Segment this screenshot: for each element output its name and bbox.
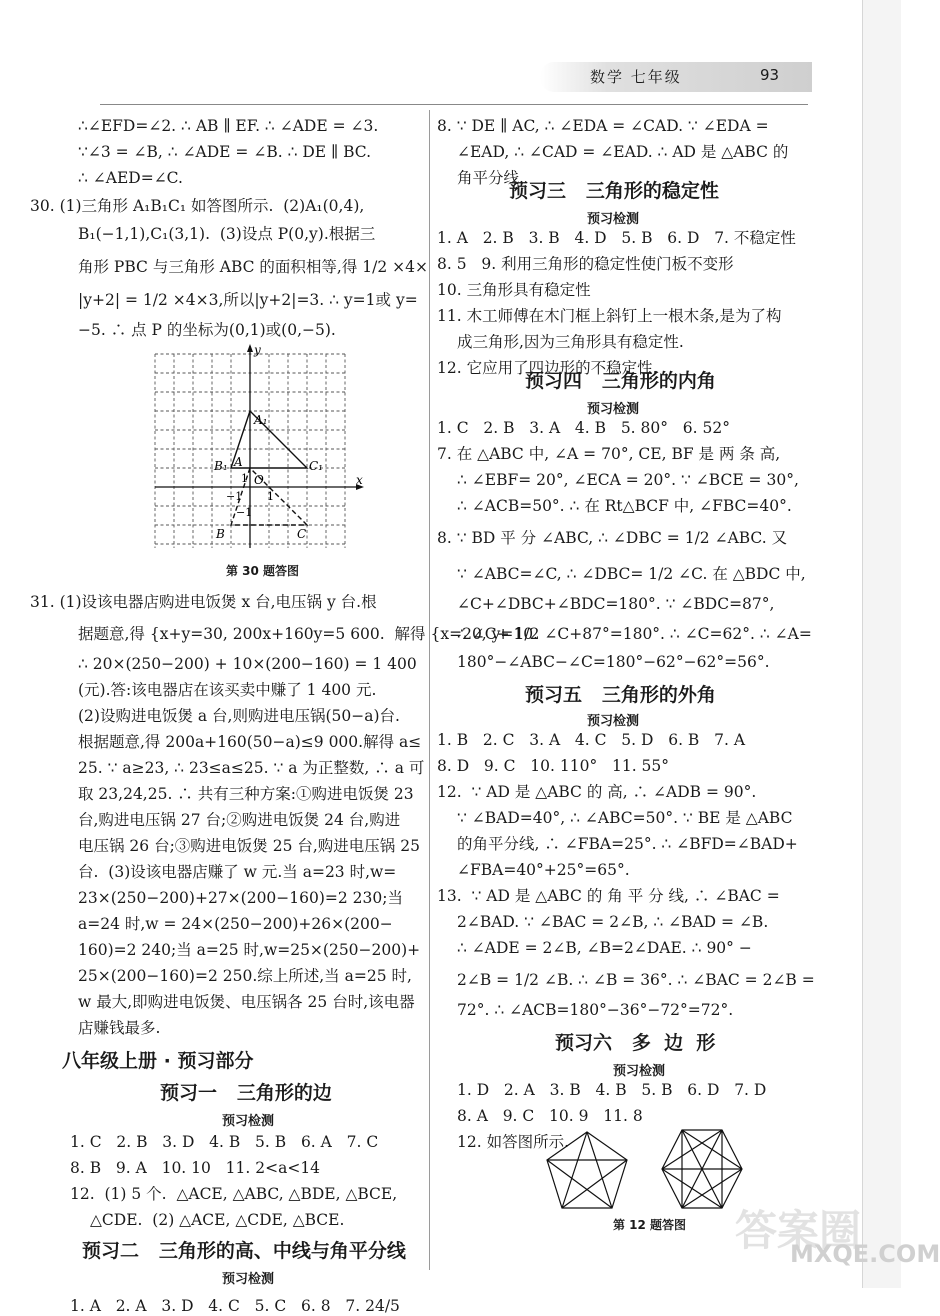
part-title: 八年级上册 · 预习部分 [62, 1050, 254, 1072]
figure-12-polygons [537, 1124, 767, 1214]
figure-12-caption: 第 12 题答图 [613, 1218, 687, 1232]
text-line: 取 23,24,25. ∴ 共有三种方案:①购进电饭煲 23 [78, 785, 414, 803]
text-line: 根据题意,得 200a+160(50−a)≤9 000.解得 a≤ [78, 733, 422, 751]
answer-line: ∴ ∠ADE = 2∠B, ∠B=2∠DAE. ∴ 90° − [457, 939, 752, 957]
answer-line: 1. C 2. B 3. A 4. B 5. 80° 6. 52° [437, 419, 730, 437]
text-line: ∠EAD, ∴ ∠CAD = ∠EAD. ∴ AD 是 △ABC 的 [457, 143, 789, 161]
section-subtitle-4: 预习检测 [587, 402, 640, 417]
answer-line: 180°−∠ABC−∠C=180°−62°−62°=56°. [457, 653, 770, 671]
header-rule [100, 104, 808, 105]
answer-line: ∵ ∠ABC=∠C, ∴ ∠DBC= 1/2 ∠C. 在 △BDC 中, [457, 565, 806, 583]
tick-label: −1 [236, 506, 253, 519]
text-line: 角形 PBC 与三角形 ABC 的面积相等,得 1/2 ×4× [78, 258, 428, 276]
axis-x-label: x [356, 473, 363, 487]
text-line: 台,购进电压锅 27 台;②购进电饭煲 24 台,购进 [78, 811, 401, 829]
text-line: 角平分线. [457, 169, 524, 187]
answer-line: 1. A 2. A 3. D 4. C 5. C 6. 8 7. 24/5 [70, 1297, 400, 1315]
text-line: ∴∠EFD=∠2. ∴ AB ∥ EF. ∴ ∠ADE = ∠3. [78, 117, 379, 135]
header-subject-grade: 数学 七年级 [590, 68, 682, 86]
section-title-3: 预习三 三角形的稳定性 [509, 180, 719, 202]
figure-30-caption: 第 30 题答图 [226, 564, 300, 578]
text-line: ∵∠3 = ∠B, ∴ ∠ADE = ∠B. ∴ DE ∥ BC. [78, 143, 372, 161]
answer-line: 2∠BAD. ∵ ∠BAC = 2∠B, ∴ ∠BAD = ∠B. [457, 913, 769, 931]
text-line: |y+2| = 1/2 ×4×3,所以|y+2|=3. ∴ y=1或 y= [78, 291, 418, 309]
section-title-5: 预习五 三角形的外角 [525, 684, 716, 706]
text-line: w 最大,即购进电饭煲、电压锅各 25 台时,该电器 [78, 993, 415, 1011]
text-line: 30. (1)三角形 A₁B₁C₁ 如答图所示. (2)A₁(0,4), [30, 197, 365, 215]
figure-30-graph [150, 343, 375, 556]
text-line: 25×(200−160)=2 250.综上所述,当 a=25 时, [78, 967, 412, 985]
point-label-B1: B₁ [214, 459, 228, 473]
answer-line: ∴ ∠C+ 1/2 ∠C+87°=180°. ∴ ∠C=62°. ∴ ∠A= [457, 625, 812, 643]
answer-line: 7. 在 △ABC 中, ∠A = 70°, CE, BF 是 两 条 高, [437, 445, 781, 463]
answer-line: 8. ∵ BD 平 分 ∠ABC, ∴ ∠DBC = 1/2 ∠ABC. 又 [437, 529, 788, 547]
section-subtitle-1: 预习检测 [222, 1114, 275, 1129]
answer-line: 1. C 2. B 3. D 4. B 5. B 6. A 7. C [70, 1133, 379, 1151]
point-label-A1: A₁ [254, 413, 268, 427]
text-line: (2)设购进电饭煲 a 台,则购进电压锅(50−a)台. [78, 707, 400, 725]
text-line: 31. (1)设该电器店购进电饭煲 x 台,电压锅 y 台.根 [30, 593, 377, 611]
answer-line: 12. ∵ AD 是 △ABC 的 高, ∴ ∠ADB = 90°. [437, 783, 757, 801]
section-title-4: 预习四 三角形的内角 [525, 370, 716, 392]
answer-line: 12. (1) 5 个. △ACE, △ABC, △BDE, △BCE, [70, 1185, 398, 1203]
answer-line: △CDE. (2) △ACE, △CDE, △BCE. [90, 1211, 345, 1229]
answer-line: 12. 它应用了四边形的不稳定性. [437, 359, 658, 377]
tick-label: 1 [241, 472, 248, 485]
answer-line: ∠C+∠DBC+∠BDC=180°. ∵ ∠BDC=87°, [457, 595, 775, 613]
text-line: −5. ∴ 点 P 的坐标为(0,1)或(0,−5). [78, 321, 336, 339]
answer-line: 1. D 2. A 3. B 4. B 5. B 6. D 7. D [457, 1081, 767, 1099]
answer-line: ∵ ∠BAD=40°, ∴ ∠ABC=50°. ∵ BE 是 △ABC [457, 809, 793, 827]
text-line: B₁(−1,1),C₁(3,1). (3)设点 P(0,y).根据三 [78, 225, 376, 243]
page-number: 93 [760, 66, 780, 84]
text-line: a=24 时,w = 24×(250−200)+26×(200− [78, 915, 393, 933]
answer-line: 72°. ∴ ∠ACB=180°−36°−72°=72°. [457, 1001, 734, 1019]
section-title-6: 预习六 多 边 形 [555, 1032, 716, 1054]
answer-line: ∠FBA=40°+25°=65°. [457, 861, 630, 879]
answer-line: ∴ ∠ACB=50°. ∴ 在 Rt△BCF 中, ∠FBC=40°. [457, 497, 792, 515]
answer-line: 1. B 2. C 3. A 4. C 5. D 6. B 7. A [437, 731, 746, 749]
text-line: 8. ∵ DE ∥ AC, ∴ ∠EDA = ∠CAD. ∵ ∠EDA = [437, 117, 769, 135]
section-subtitle-3: 预习检测 [587, 212, 640, 227]
origin-label: O [254, 473, 264, 487]
tick-label: −1 [226, 490, 243, 503]
answer-line: 13. ∵ AD 是 △ABC 的 角 平 分 线, ∴ ∠BAC = [437, 887, 780, 905]
column-divider [429, 110, 430, 1270]
section-title-2: 预习二 三角形的高、中线与角平分线 [82, 1240, 406, 1262]
text-line: 160)=2 240;当 a=25 时,w=25×(250−200)+ [78, 941, 421, 959]
answer-line: 11. 木工师傅在木门框上斜钉上一根木条,是为了构 [437, 307, 782, 325]
text-line: 台. (3)设该电器店赚了 w 元.当 a=23 时,w= [78, 863, 397, 881]
watermark-logo-text: 答案圈 [735, 1206, 862, 1255]
text-line: 店赚钱最多. [78, 1019, 161, 1037]
section-title-1: 预习一 三角形的边 [160, 1082, 332, 1104]
section-subtitle-2: 预习检测 [222, 1272, 275, 1287]
point-label-A: A [234, 455, 243, 469]
answer-line: 8. A 9. C 10. 9 11. 8 [457, 1107, 643, 1125]
point-label-C: C [297, 527, 307, 541]
answer-line: ∴ ∠EBF= 20°, ∠ECA = 20°. ∵ ∠BCE = 30°, [457, 471, 799, 489]
answer-line: 的角平分线, ∴ ∠FBA=25°. ∴ ∠BFD=∠BAD+ [457, 835, 798, 853]
section-subtitle-5: 预习检测 [587, 714, 640, 729]
answer-line: 1. A 2. B 3. B 4. D 5. B 6. D 7. 不稳定性 [437, 229, 796, 247]
point-label-B: B [216, 527, 225, 541]
point-label-C1: C₁ [309, 459, 323, 473]
text-line: 据题意,得 {x+y=30, 200x+160y=5 600. 解得 {x=20, y=10. [78, 625, 539, 643]
text-line: 25. ∵ a≥23, ∴ 23≤a≤25. ∵ a 为正整数, ∴ a 可 [78, 759, 425, 777]
text-line: ∴ 20×(250−200) + 10×(200−160) = 1 400 [78, 655, 417, 673]
answer-line: 成三角形,因为三角形具有稳定性. [457, 333, 684, 351]
page-edge-margin [862, 0, 901, 1288]
answer-line: 8. D 9. C 10. 110° 11. 55° [437, 757, 670, 775]
text-line: (元).答:该电器店在该买卖中赚了 1 400 元. [78, 681, 377, 699]
tick-label: 1 [267, 490, 274, 503]
text-line: 电压锅 26 台;③购进电饭煲 25 台,购进电压锅 25 [78, 837, 420, 855]
answer-line: 2∠B = 1/2 ∠B. ∴ ∠B = 36°. ∴ ∠BAC = 2∠B = [457, 971, 815, 989]
answer-line: 12. 如答图所示. [457, 1133, 570, 1151]
section-subtitle-6: 预习检测 [613, 1064, 666, 1079]
watermark-url-text: MXQE.COM [790, 1240, 940, 1268]
answer-line: 8. 5 9. 利用三角形的稳定性使门板不变形 [437, 255, 734, 273]
answer-line: 10. 三角形具有稳定性 [437, 281, 591, 299]
answer-line: 8. B 9. A 10. 10 11. 2<a<14 [70, 1159, 321, 1177]
text-line: 23×(250−200)+27×(200−160)=2 230;当 [78, 889, 403, 907]
axis-y-label: y [254, 343, 261, 357]
text-line: ∴ ∠AED=∠C. [78, 169, 183, 187]
